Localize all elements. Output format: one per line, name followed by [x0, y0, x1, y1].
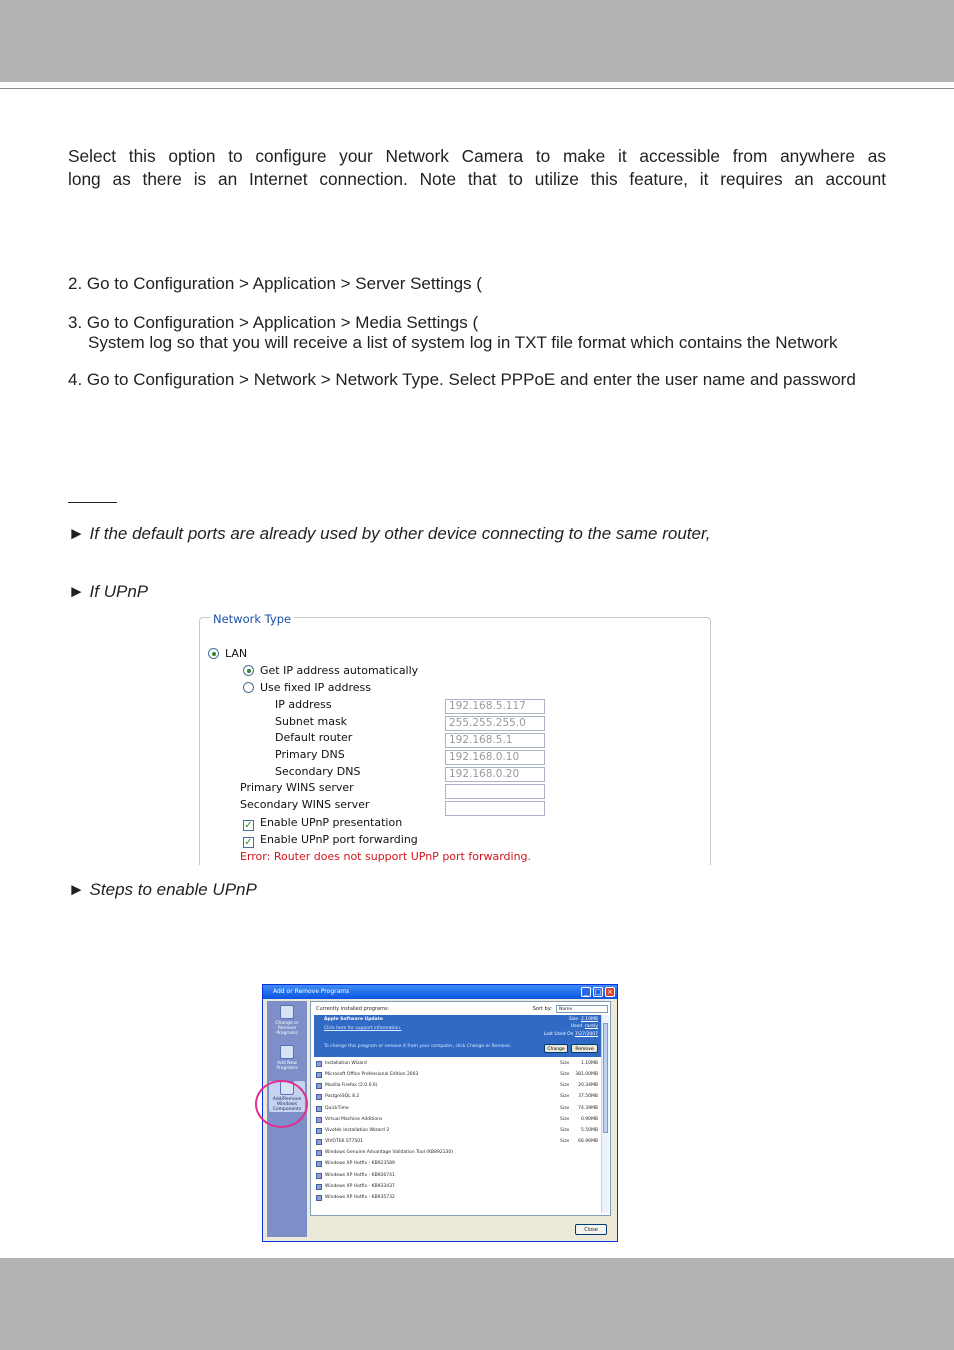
selected-program-name: Apple Software Update — [324, 1017, 383, 1022]
add-new-programs-button[interactable]: Add New Programs — [269, 1045, 305, 1071]
add-remove-programs-window — [262, 984, 618, 1242]
program-size-label: Size — [560, 1139, 570, 1145]
upnp-presentation-option[interactable] — [243, 816, 402, 831]
list-scrollbar-thumb[interactable] — [603, 1023, 608, 1133]
program-name: Vivotek Installation Wizard 2 — [325, 1127, 390, 1133]
program-size-label: Size — [560, 1105, 570, 1111]
network-type-panel — [199, 612, 711, 865]
get-ip-auto-radio-icon[interactable] — [243, 665, 254, 676]
default-router-input[interactable]: 192.168.5.1 — [445, 733, 545, 748]
window-title: Add or Remove Programs — [273, 988, 350, 995]
selected-program-row[interactable] — [314, 1015, 602, 1057]
program-size-label: Size — [560, 1116, 570, 1122]
programs-list-area — [310, 1001, 611, 1216]
program-name: Windows XP Hotfix - KB935732 — [325, 1194, 395, 1200]
program-row[interactable] — [314, 1059, 602, 1069]
program-row[interactable] — [314, 1148, 602, 1158]
program-icon — [316, 1184, 322, 1190]
program-icon — [316, 1061, 322, 1067]
highlight-circle — [255, 1080, 308, 1128]
use-fixed-ip-label: Use fixed IP address — [260, 681, 371, 694]
program-icon — [316, 1161, 322, 1167]
primary-dns-label: Primary DNS — [275, 748, 345, 761]
change-remove-message: To change this program or remove it from your computer, click Change or Remove. — [324, 1044, 512, 1049]
section-rule — [68, 502, 117, 503]
currently-installed-label: Currently installed programs: — [316, 1006, 390, 1012]
program-row[interactable] — [314, 1159, 602, 1169]
program-row[interactable] — [314, 1070, 602, 1080]
program-row[interactable] — [314, 1137, 602, 1147]
program-name: Mozilla Firefox (2.0.0.6) — [325, 1083, 378, 1089]
remove-button[interactable]: Remove — [571, 1044, 598, 1053]
intro-paragraph — [68, 145, 886, 191]
program-size: 66.96MB — [578, 1139, 598, 1145]
program-row[interactable] — [314, 1104, 602, 1114]
step-3-continued: System log so that you will receive a list of system log in TXT file format which contains the Network — [88, 333, 838, 352]
minimize-icon[interactable]: _ — [581, 987, 591, 997]
upnp-port-forwarding-option[interactable] — [243, 833, 418, 848]
close-icon[interactable]: × — [605, 987, 615, 997]
list-scrollbar[interactable] — [601, 1015, 609, 1213]
primary-dns-input[interactable]: 192.168.0.10 — [445, 750, 545, 765]
lan-radio-icon[interactable] — [208, 648, 219, 659]
step-4: 4. Go to Configuration > Network > Network Type. Select PPPoE and enter the user name and password — [68, 370, 856, 389]
program-icon — [316, 1117, 322, 1123]
footer-band — [0, 1258, 954, 1350]
intro-line-1: Select this option to configure your Network Camera to make it accessible from anywhere as — [68, 146, 886, 166]
step-2: 2. Go to Configuration > Application > Server Settings ( — [68, 274, 482, 293]
program-icon — [316, 1139, 322, 1145]
upnp-port-forwarding-label: Enable UPnP port forwarding — [260, 833, 418, 846]
programs-list-header — [313, 1004, 610, 1014]
use-fixed-ip-option[interactable] — [243, 681, 371, 694]
program-size-label: Size — [560, 1127, 570, 1133]
change-remove-programs-button[interactable]: Change or Remove Programs — [269, 1005, 305, 1036]
header-rule — [0, 88, 954, 89]
program-name: Windows Genuine Advantage Validation Tool (KB892130) — [325, 1150, 454, 1156]
program-row[interactable] — [314, 1092, 602, 1102]
note-if-upnp: ► If UPnP — [68, 582, 149, 601]
program-size: 74.39MB — [578, 1105, 598, 1111]
program-size: 20.34MB — [578, 1083, 598, 1089]
program-icon — [316, 1150, 322, 1156]
ip-address-label: IP address — [275, 698, 332, 711]
program-row[interactable] — [314, 1171, 602, 1181]
secondary-wins-label: Secondary WINS server — [240, 798, 370, 811]
program-size-label: Size — [560, 1061, 570, 1066]
subnet-mask-input[interactable]: 255.255.255.0 — [445, 716, 545, 731]
program-size-label: Size — [560, 1072, 570, 1078]
selected-last-used: Last Used On 7/27/2007 — [543, 1032, 598, 1037]
intro-line-2: long as there is an Internet connection. Note that to utilize this feature, it requires an account — [68, 169, 886, 189]
network-type-title: Network Type — [210, 612, 294, 626]
program-icon — [316, 1072, 322, 1078]
program-size: 1.10MB — [581, 1061, 598, 1066]
program-row[interactable] — [314, 1081, 602, 1091]
program-size: 5.50MB — [581, 1127, 598, 1133]
selected-used: Used rarely — [570, 1024, 598, 1029]
program-size-label: Size — [560, 1094, 570, 1100]
subnet-mask-label: Subnet mask — [275, 715, 348, 728]
program-size: 0.90MB — [581, 1116, 598, 1122]
program-icon — [316, 1094, 322, 1100]
sort-by-label: Sort by: — [532, 1006, 552, 1012]
program-name: VIVOTEK ST7501 — [325, 1139, 363, 1145]
primary-wins-input[interactable] — [445, 784, 545, 799]
program-name: PostgreSQL 8.2 — [325, 1094, 360, 1100]
support-info-link[interactable]: Click here for support information. — [324, 1026, 402, 1031]
sort-by-select[interactable]: Name — [556, 1005, 608, 1013]
add-remove-windows-components-button[interactable]: Add/Remove Windows Components — [269, 1081, 305, 1112]
change-remove-programs-icon — [280, 1005, 294, 1019]
upnp-presentation-checkbox-icon[interactable]: ✓ — [244, 820, 253, 831]
program-size-label: Size — [560, 1083, 570, 1089]
lan-label: LAN — [225, 647, 248, 660]
program-name: Windows XP Hotfix - KB926741 — [325, 1172, 395, 1178]
secondary-wins-input[interactable] — [445, 801, 545, 816]
primary-wins-label: Primary WINS server — [240, 781, 354, 794]
get-ip-auto-option[interactable] — [243, 664, 418, 677]
window-titlebar — [263, 985, 617, 999]
program-row[interactable] — [314, 1193, 602, 1203]
secondary-dns-label: Secondary DNS — [275, 765, 361, 778]
note-default-ports: ► If the default ports are already used by other device connecting to the same router, — [68, 524, 711, 543]
program-row[interactable] — [314, 1182, 602, 1192]
header-band — [0, 0, 954, 82]
selected-size: Size 2.10MB — [568, 1017, 598, 1022]
upnp-error-message: Error: Router does not support UPnP port forwarding. — [240, 850, 532, 863]
program-icon — [316, 1195, 322, 1201]
get-ip-auto-label: Get IP address automatically — [260, 664, 419, 677]
ip-address-input[interactable]: 192.168.5.117 — [445, 699, 545, 714]
program-icon — [316, 1173, 322, 1179]
program-name: Microsoft Office Professional Edition 2003 — [325, 1072, 419, 1078]
lan-option[interactable] — [208, 647, 247, 660]
program-name: Virtual Machine Additions — [325, 1116, 383, 1122]
program-size: 37.50MB — [578, 1094, 598, 1100]
add-new-programs-icon — [280, 1045, 294, 1059]
program-row[interactable] — [314, 1115, 602, 1125]
program-name: Windows XP Hotfix - KB923589 — [325, 1161, 395, 1167]
program-icon — [316, 1083, 322, 1089]
note-steps-enable-upnp: ► Steps to enable UPnP — [68, 880, 257, 899]
program-row[interactable] — [314, 1126, 602, 1136]
upnp-presentation-label: Enable UPnP presentation — [260, 816, 403, 829]
program-icon — [316, 1128, 322, 1134]
program-name: Installation Wizard — [325, 1061, 367, 1066]
upnp-port-forwarding-checkbox-icon[interactable]: ✓ — [244, 837, 253, 848]
secondary-dns-input[interactable]: 192.168.0.20 — [445, 767, 545, 782]
program-name: Windows XP Hotfix - KB933437 — [325, 1183, 395, 1189]
close-button[interactable]: Close — [575, 1224, 607, 1235]
use-fixed-ip-radio-icon[interactable] — [243, 682, 254, 693]
change-button[interactable]: Change — [544, 1044, 568, 1053]
default-router-label: Default router — [275, 731, 353, 744]
program-icon — [316, 1106, 322, 1112]
maximize-icon[interactable]: □ — [594, 988, 602, 996]
program-size: 381.00MB — [575, 1072, 598, 1078]
program-name: QuickTime — [325, 1105, 349, 1111]
step-3: 3. Go to Configuration > Application > Media Settings ( — [68, 313, 479, 332]
